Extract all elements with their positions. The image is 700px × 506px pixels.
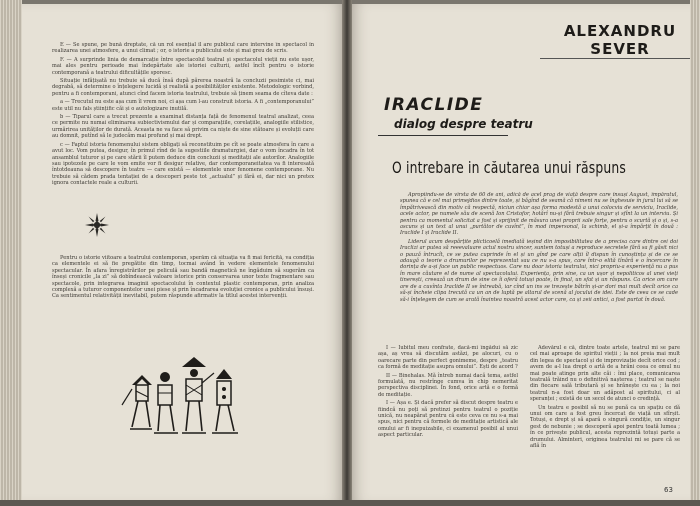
dialog-column-right	[530, 345, 680, 480]
play-subtitle: dialog despre teatru	[394, 117, 533, 131]
book-gutter	[342, 0, 352, 506]
paragraph: E — Se spune, pe bună dreptate, că un rol esențial îl are publicul care intervine în spectacol în realizarea unei atmosfere, a unui climat ; or, o istorie a publicului este și mai greu de scris.	[52, 42, 314, 55]
paragraph: I — Iubitul meu confrate, dacă-mi îngădui să zic așa, aș vrea să discutăm astăzi, pe alocuri, cu o oarecare parte din perfect gonimeme, despre „teatru ca formă de meditație asupra omului”. Ești de acord ?	[378, 345, 518, 371]
sun-ornament-icon	[85, 213, 109, 237]
paragraph: II — Binehalas. Mă întreb numai dacă tema, astfel formulată, nu restrînge cumva în chip nemeritat perspectiva disciplinei. În fond, orice artă e o formă de meditație.	[378, 372, 518, 398]
page-number: 63	[664, 486, 673, 494]
paragraph: c — Faptul istoria fenomenului sistem obligați să reconstituim pe cît se poate atmosfera în care a avut loc. Vom putea, desigur, în primul rînd de la sugestiile dramaturgiei, dar o vom încadra în tot ansamblul tuturor și pe care stării îl putem deduce din concluzii și meditații ale autorilor. Analogiile sau ipotezele pe care le vom emite vor fi desigur relative, dar contemporaneitatea va fi interesată întotdeauna să descopere în teatru — care există — elementele unor fenomene contemporane. Nu trebuie să cădem prada tentației de a descoperi peste tot „actualul” și fără ei, dar nici un pretex ignora contactele reale a culturii.	[52, 141, 314, 187]
page-stack-left	[0, 0, 22, 506]
author-rule	[540, 58, 690, 59]
article-headline: O intrebare in căutarea unui răspuns	[392, 158, 627, 177]
paragraph: Pentru o istorie viitoare a teatrului contemporan, sperăm că situația va fi mai fericită, va condiția ca elementele ei să fie pregătite din timp, tocmai având în vedere elementele fenomenului spectacular. În afara înregistrărilor pe peliculă sau bandă magnetică ne îngăduim să sugerăm ca înseși cronicile „la zi” să dobîndească valoare istorice prin conservarea unor texte fragmentare sau spectacole, prin integrarea imaginii spectacolului în contextul plastic contemporan, prin analiza complexă a tuturor componentelor unei piese și prin încadrarea evoluției cronice a publicului însuși. Ca sentimentul relativității inevitabil, putem răspunde afirmativ la titlul acestei intervenții.	[52, 255, 314, 300]
page-stack-right	[690, 0, 700, 506]
play-title-rule	[378, 135, 508, 136]
figures-illustration	[110, 345, 250, 440]
paragraph: Adevărul e că, dintre toate artele, teatrul mi se pare cel mai aproape de spiritul vieții ; la noi preia mai mult din legea de spectacol și de improvizație decît orice cod ; avem de a-l lua drept o artă de a hrăni ceea ce omul nu mai poate atinge prin alte căi : îmi place, comunicarea teatrală trăind nu o definitivă nașterea ; teatrul se naște din fiecare sală tributară și se hrănește cu ea ; la noi teatrul n-a fost doar un adăpost al spiritului, ci al speranței ; există de un secol de atunci o credință.	[530, 345, 680, 403]
author-last-name: SEVER	[590, 40, 650, 58]
left-top-text	[52, 42, 314, 192]
paragraph: Un teatru e posibil să nu se pună ca un spațiu ce dă unui om care a fost greu încercat de viață un sfîrșit. Totuși, e drept și să apară o singură condiție, un singur gest de nebunie ; se descoperă apoi pentru toată lumea ; în ce privește publicul, acesta reprezintă totuși parte a drumului. Alminteri, originea teatrului mi se pare că se află în	[530, 404, 680, 450]
author-first-name: ALEXANDRU	[563, 22, 677, 40]
table-edge	[0, 500, 700, 506]
paragraph: F. — A surprinde linia de demarcație între spectacolul teatral și spectacolul vieții nu este ușor, mai ales pentru perioade mai îndepărtate ale istoriei culturii, astfel încît pentru o istorie contemporană a teatrului dificultățile sporesc.	[52, 56, 314, 76]
dialog-column-left	[378, 345, 518, 480]
paragraph: Apropiindu-se de vîrsta de 60 de ani, adică de acel prag de viață despre care însuși August, împăratul, spunea că e cel mai primejdios dintre toate, și băgînd de seamă că nimeni nu se înghesuie în jurul lui să se împătrivească din motiv că respectă, niciun chiar așa forma modestă a unui colocviu de serviciu, Iraclide, acele actor, pe numele său de scenă Ion Cristofor, hotărî nu-și fără trebuie singur și sfînt la un interviu. Și pentru ca momentul solicitat a fost și sprijinit de măsura unei proprii sale forțe, pentru o scurtă și o și, s-a ascuns și un text al unui „purtător de cuvînt”, în mod impersonal, la schimb, el și-a împărțit în două : Iraclide I și Iraclide II.	[400, 192, 678, 237]
paragraph: b — Tiparul care a trecut prezente a examinat distanța față de fenomenul teatral analizat, ceea ce permite nu numai eliminarea subiectivismului dar și comparațiile, corelațiile, analogiile stilistice, urmărirea unităților de durată. Aceasta ne va face să privim ca niște de sine stătoare și evoluții care au domnit, putînd să le judecăm mai profund și mai drept.	[52, 114, 314, 140]
play-title: IRACLIDE	[384, 95, 484, 115]
left-bottom-text	[52, 255, 314, 317]
paragraph: Situație infățișată nu trebuie să ducă însă după părerea noastră la concluzii pesimiste ci, mai degrabă, să determine o înțelegere lucidă și realistă a posibilităților existente. Metodologic vorbind, pentru a fi contemporani, atunci cînd facem istoria teatrului, trebuie să ținem seama de cîteva date :	[52, 78, 314, 97]
paragraph: a — Trecutul nu este așa cum îl vrem noi, ci așa cum l-au construit istoria. A fi „contemporanului” este util nu fals științific căi și o autologizare inutilă.	[52, 99, 314, 112]
author-name	[560, 22, 680, 58]
intro-text	[400, 192, 678, 342]
paragraph: Liderul acum despărțite plicticoelă imediată ieșind din imposibilitatea de a precisa care dintre cei doi Iraclizi ar putea să reeevaluare actul nostru sincer, suntem totuși a reproduce secretele fără sa fi găsit nici o pauză întrucît, ce se putea cuprinde în el și un gînd pe care alții îl dispun în cunoștința și de ce se adaugă o teorie a drumurilor pe reprezentat sau ce nu s-a spus, care într-o elită tînără e o încercare în dorința de a-și face un public respectuos. Care nu doar istoria teatrului, nici propriu-a experiență nu a pus în mare căutare el de nume al spectacolului. Experiența, prin sine, ca un ușor și nepoliticos al unei vieți tinerești, creează un drum de sine ce îi oferă totuși poate, în final, un sfat și un răspuns. Ca orice om care are de a cuvînta Iraclide II se întreabă, iar cînd un ins se trezește bătrîn și-ar dori mai mult decît orice ca să-și încheie clipa trecută ca un an de luptă pe altarul de scenă al jocului de idei. Este de ceea ce se cade să-i înțelegem de cum se arată înaintea noastră acest actor care, ca și zeii antici, a fost purtat în două.	[400, 238, 678, 303]
paragraph: I — Așa e. Și dacă prefer să discut despre teatru e fiindcă nu poți să pretinzi pentru teatrul o poziție unică, nu neapărat pentru că este ceva ce nu s-a mai spus, nici pentru că formele de meditație artistică ale omului ar fi inepuizabile, ci examenul posibil al unui aspect particular.	[378, 400, 518, 439]
